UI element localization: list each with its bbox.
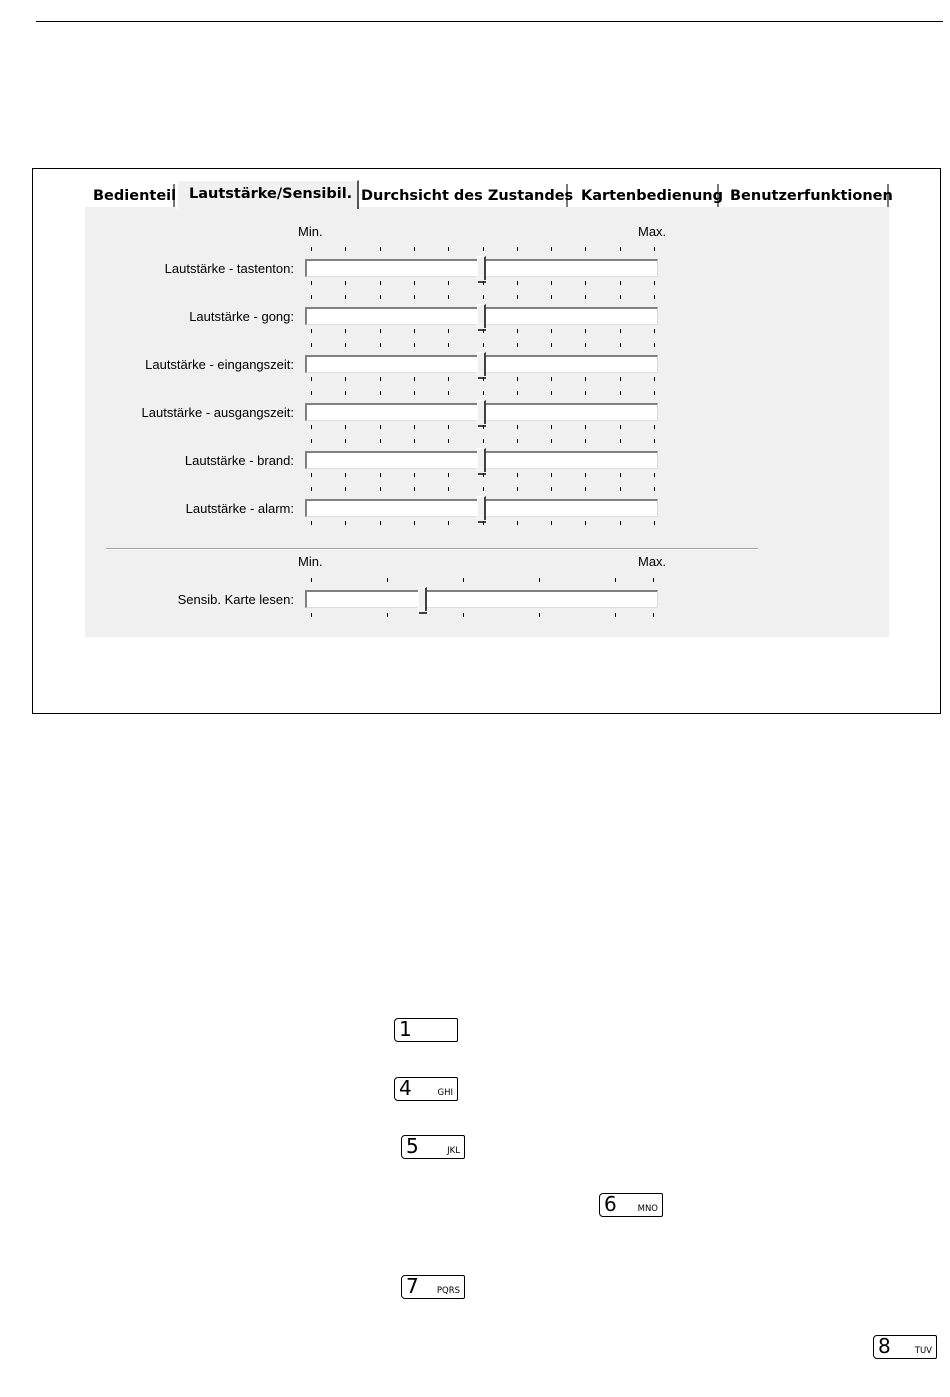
volume-gong-tick: [380, 329, 381, 333]
volume-brand-tick: [345, 439, 346, 443]
volume-ausgangszeit-tick: [345, 425, 346, 429]
volume-tastenton-tick: [620, 281, 621, 285]
volume-brand-label: Lautstärke - brand:: [184, 453, 294, 468]
volume-brand-tick: [345, 473, 346, 477]
key-6-letters: MNO: [637, 1204, 658, 1214]
volume-ausgangszeit-tick: [414, 425, 415, 429]
volume-brand-tick: [551, 439, 552, 443]
volume-ausgangszeit-tick: [517, 391, 518, 395]
sensitivity-slider-track[interactable]: [305, 590, 658, 608]
volume-eingangszeit-tick: [414, 343, 415, 347]
tab-lautstaerke-sensibil[interactable]: Lautstärke/Sensibil.: [177, 180, 359, 209]
top-rule: [36, 21, 943, 22]
volume-ausgangszeit-tick: [620, 391, 621, 395]
volume-brand-tick: [380, 439, 381, 443]
volume-gong-label: Lautstärke - gong:: [189, 309, 294, 324]
key-7[interactable]: [401, 1275, 465, 1299]
key-4-number: 4: [399, 1076, 412, 1100]
volume-gong-tick: [483, 295, 484, 299]
volume-tastenton-tick: [311, 281, 312, 285]
volume-tastenton-tick: [620, 247, 621, 251]
volume-eingangszeit-slider-thumb[interactable]: [477, 352, 486, 376]
volume-brand-tick: [620, 473, 621, 477]
volume-ausgangszeit-tick: [654, 425, 655, 429]
sensitivity-tick: [615, 613, 616, 617]
volume-tastenton-label: Lautstärke - tastenton:: [164, 261, 294, 276]
volume-alarm-tick: [585, 487, 586, 491]
volume-eingangszeit-tick: [551, 377, 552, 381]
volume-eingangszeit-tick: [380, 343, 381, 347]
key-8-number: 8: [878, 1334, 891, 1358]
volume-gong-tick: [448, 329, 449, 333]
volume-min-label: Min.: [298, 224, 323, 239]
volume-ausgangszeit-tick: [517, 425, 518, 429]
volume-brand-tick: [483, 473, 484, 477]
volume-alarm-tick: [483, 521, 484, 525]
volume-eingangszeit-tick: [620, 343, 621, 347]
volume-ausgangszeit-tick: [311, 425, 312, 429]
volume-eingangszeit-tick: [483, 377, 484, 381]
volume-max-label: Max.: [638, 224, 667, 239]
volume-ausgangszeit-tick: [483, 425, 484, 429]
volume-eingangszeit-tick: [448, 377, 449, 381]
key-6[interactable]: [599, 1193, 663, 1217]
volume-gong-tick: [517, 295, 518, 299]
volume-gong-slider-thumb[interactable]: [477, 304, 486, 328]
sensitivity-tick: [311, 578, 312, 582]
sensitivity-slider-thumb[interactable]: [418, 587, 427, 611]
key-7-letters: PQRS: [436, 1286, 460, 1296]
volume-gong-tick: [483, 329, 484, 333]
tab-kartenbedienung[interactable]: Kartenbedienung: [581, 184, 719, 208]
volume-tastenton-tick: [517, 247, 518, 251]
volume-eingangszeit-tick: [414, 377, 415, 381]
key-4[interactable]: [394, 1077, 458, 1101]
volume-tastenton-tick: [345, 247, 346, 251]
tab-strip: [85, 180, 895, 208]
volume-brand-slider-thumb[interactable]: [477, 448, 486, 472]
volume-tastenton-tick: [483, 281, 484, 285]
volume-alarm-tick: [380, 521, 381, 525]
volume-ausgangszeit-tick: [448, 391, 449, 395]
volume-brand-tick: [654, 439, 655, 443]
volume-alarm-tick: [517, 521, 518, 525]
volume-eingangszeit-tick: [311, 377, 312, 381]
volume-eingangszeit-tick: [345, 377, 346, 381]
volume-eingangszeit-tick: [551, 343, 552, 347]
volume-gong-tick: [345, 329, 346, 333]
volume-eingangszeit-tick: [345, 343, 346, 347]
volume-ausgangszeit-tick: [585, 425, 586, 429]
volume-alarm-tick: [654, 487, 655, 491]
volume-ausgangszeit-tick: [551, 391, 552, 395]
volume-tastenton-slider-thumb[interactable]: [477, 256, 486, 280]
volume-eingangszeit-tick: [380, 377, 381, 381]
sensitivity-tick: [653, 613, 654, 617]
volume-gong-tick: [517, 329, 518, 333]
volume-ausgangszeit-tick: [311, 391, 312, 395]
volume-alarm-tick: [448, 487, 449, 491]
key-8-letters: TUV: [914, 1346, 932, 1356]
tab-durchsicht-des-zustandes[interactable]: Durchsicht des Zustandes: [361, 184, 568, 208]
volume-alarm-tick: [551, 487, 552, 491]
volume-alarm-tick: [620, 521, 621, 525]
key-1[interactable]: [394, 1018, 458, 1042]
volume-gong-tick: [551, 329, 552, 333]
volume-ausgangszeit-tick: [483, 391, 484, 395]
key-7-number: 7: [406, 1274, 419, 1298]
volume-brand-tick: [380, 473, 381, 477]
volume-tastenton-tick: [551, 281, 552, 285]
volume-gong-tick: [585, 295, 586, 299]
volume-alarm-tick: [585, 521, 586, 525]
volume-tastenton-tick: [585, 247, 586, 251]
volume-gong-tick: [311, 295, 312, 299]
key-1-number: 1: [399, 1017, 412, 1041]
sensitivity-label: Sensib. Karte lesen:: [177, 592, 294, 607]
volume-gong-tick: [414, 329, 415, 333]
volume-gong-tick: [620, 329, 621, 333]
key-5-number: 5: [406, 1134, 419, 1158]
key-5-letters: JKL: [447, 1146, 460, 1156]
volume-tastenton-tick: [414, 281, 415, 285]
volume-tastenton-tick: [448, 281, 449, 285]
sensitivity-tick: [539, 613, 540, 617]
volume-gong-tick: [654, 329, 655, 333]
volume-alarm-tick: [311, 487, 312, 491]
volume-tastenton-tick: [311, 247, 312, 251]
sensitivity-tick: [463, 613, 464, 617]
volume-eingangszeit-label: Lautstärke - eingangszeit:: [145, 357, 294, 372]
volume-alarm-tick: [654, 521, 655, 525]
volume-brand-tick: [517, 439, 518, 443]
sensitivity-tick: [653, 578, 654, 582]
volume-eingangszeit-tick: [517, 343, 518, 347]
tab-bedienteil[interactable]: Bedienteil: [93, 184, 175, 208]
volume-brand-tick: [620, 439, 621, 443]
volume-brand-tick: [551, 473, 552, 477]
volume-brand-tick: [311, 439, 312, 443]
key-6-number: 6: [604, 1192, 617, 1216]
volume-tastenton-tick: [380, 281, 381, 285]
volume-gong-tick: [345, 295, 346, 299]
sensitivity-tick: [387, 613, 388, 617]
volume-gong-tick: [551, 295, 552, 299]
sensitivity-max-label: Max.: [638, 554, 667, 569]
volume-ausgangszeit-tick: [380, 391, 381, 395]
sensitivity-tick: [463, 578, 464, 582]
volume-gong-tick: [585, 329, 586, 333]
volume-tastenton-tick: [517, 281, 518, 285]
volume-gong-tick: [448, 295, 449, 299]
sensitivity-tick: [539, 578, 540, 582]
volume-alarm-tick: [551, 521, 552, 525]
volume-eingangszeit-tick: [517, 377, 518, 381]
volume-eingangszeit-tick: [311, 343, 312, 347]
sensitivity-tick: [615, 578, 616, 582]
volume-alarm-tick: [483, 487, 484, 491]
volume-alarm-tick: [345, 487, 346, 491]
volume-eingangszeit-tick: [483, 343, 484, 347]
volume-brand-tick: [448, 439, 449, 443]
volume-brand-tick: [654, 473, 655, 477]
key-8[interactable]: [873, 1335, 937, 1359]
sensitivity-min-label: Min.: [298, 554, 323, 569]
volume-alarm-tick: [380, 487, 381, 491]
volume-ausgangszeit-tick: [414, 391, 415, 395]
volume-alarm-tick: [517, 487, 518, 491]
volume-gong-tick: [654, 295, 655, 299]
volume-eingangszeit-tick: [448, 343, 449, 347]
volume-brand-tick: [414, 439, 415, 443]
volume-alarm-tick: [414, 487, 415, 491]
volume-ausgangszeit-tick: [345, 391, 346, 395]
sensitivity-tick: [387, 578, 388, 582]
section-divider: [106, 548, 758, 550]
volume-gong-tick: [380, 295, 381, 299]
tab-benutzerfunktionen[interactable]: Benutzerfunktionen: [730, 184, 889, 208]
volume-gong-tick: [311, 329, 312, 333]
volume-alarm-tick: [311, 521, 312, 525]
volume-alarm-label: Lautstärke - alarm:: [185, 501, 294, 516]
volume-tastenton-tick: [414, 247, 415, 251]
volume-gong-tick: [620, 295, 621, 299]
volume-eingangszeit-tick: [620, 377, 621, 381]
volume-tastenton-tick: [483, 247, 484, 251]
volume-eingangszeit-tick: [654, 343, 655, 347]
volume-tastenton-tick: [654, 247, 655, 251]
key-4-letters: GHI: [437, 1088, 453, 1098]
volume-tastenton-tick: [551, 247, 552, 251]
volume-ausgangszeit-tick: [620, 425, 621, 429]
volume-ausgangszeit-slider-thumb[interactable]: [477, 400, 486, 424]
volume-alarm-tick: [414, 521, 415, 525]
volume-eingangszeit-tick: [585, 343, 586, 347]
volume-alarm-tick: [345, 521, 346, 525]
volume-brand-tick: [585, 439, 586, 443]
volume-tastenton-tick: [585, 281, 586, 285]
volume-alarm-slider-thumb[interactable]: [477, 496, 486, 520]
volume-gong-tick: [414, 295, 415, 299]
volume-ausgangszeit-tick: [654, 391, 655, 395]
volume-brand-tick: [311, 473, 312, 477]
volume-eingangszeit-tick: [654, 377, 655, 381]
volume-brand-tick: [483, 439, 484, 443]
volume-ausgangszeit-tick: [448, 425, 449, 429]
volume-tastenton-tick: [448, 247, 449, 251]
volume-brand-tick: [414, 473, 415, 477]
volume-brand-tick: [448, 473, 449, 477]
volume-eingangszeit-tick: [585, 377, 586, 381]
volume-ausgangszeit-tick: [551, 425, 552, 429]
volume-ausgangszeit-label: Lautstärke - ausgangszeit:: [141, 405, 294, 420]
volume-alarm-tick: [448, 521, 449, 525]
volume-alarm-tick: [620, 487, 621, 491]
volume-brand-tick: [517, 473, 518, 477]
volume-tastenton-tick: [380, 247, 381, 251]
volume-tastenton-tick: [345, 281, 346, 285]
volume-brand-tick: [585, 473, 586, 477]
key-5[interactable]: [401, 1135, 465, 1159]
volume-ausgangszeit-tick: [380, 425, 381, 429]
volume-ausgangszeit-tick: [585, 391, 586, 395]
sensitivity-tick: [311, 613, 312, 617]
volume-tastenton-tick: [654, 281, 655, 285]
